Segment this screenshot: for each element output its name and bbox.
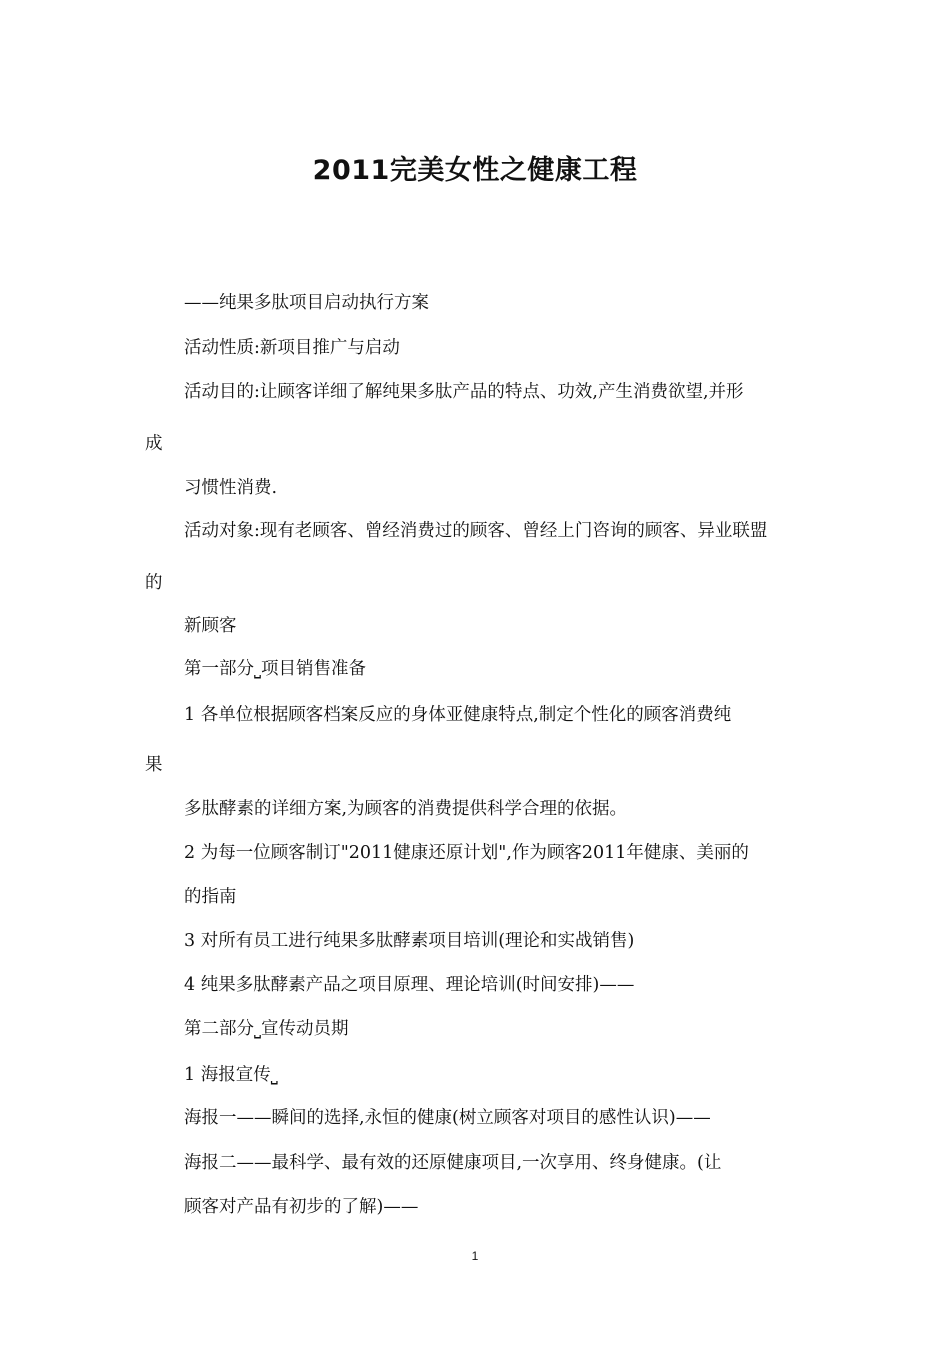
paragraph-line: 活动性质:新项目推广与启动 — [184, 338, 400, 358]
list-item: 1 各单位根据顾客档案反应的身体亚健康特点,制定个性化的顾客消费纯 — [184, 705, 732, 725]
paragraph-line: 习惯性消费. — [184, 478, 278, 498]
list-item: 1 海报宣传⎵ — [184, 1065, 278, 1085]
page-number: 1 — [471, 1249, 479, 1263]
paragraph-line: 的指南 — [184, 887, 237, 907]
paragraph-line: 多肽酵素的详细方案,为顾客的消费提供科学合理的依据。 — [184, 799, 628, 819]
document-title: 2011完美女性之健康工程 — [312, 155, 638, 186]
paragraph-line: 海报二——最科学、最有效的还原健康项目,一次享用、终身健康。(让 — [184, 1153, 722, 1173]
list-item: 4 纯果多肽酵素产品之项目原理、理论培训(时间安排)—— — [184, 975, 635, 995]
list-item: 3 对所有员工进行纯果多肽酵素项目培训(理论和实战销售) — [184, 931, 635, 951]
paragraph-line: 活动目的:让顾客详细了解纯果多肽产品的特点、功效,产生消费欲望,并形 — [184, 382, 744, 402]
list-item: 2 为每一位顾客制订"2011健康还原计划",作为顾客2011年健康、美丽的 — [184, 843, 749, 863]
paragraph-line: 新顾客 — [184, 616, 237, 636]
paragraph-line: 顾客对产品有初步的了解)—— — [184, 1197, 419, 1217]
paragraph-line: 果 — [145, 755, 163, 775]
section-heading: 第二部分⎵宣传动员期 — [184, 1019, 349, 1039]
paragraph-line: 海报一——瞬间的选择,永恒的健康(树立顾客对项目的感性认识)—— — [184, 1108, 711, 1128]
section-heading: 第一部分⎵项目销售准备 — [184, 659, 366, 679]
paragraph-line: 成 — [145, 434, 163, 454]
paragraph-line: 的 — [145, 573, 163, 593]
subtitle-line: ——纯果多肽项目启动执行方案 — [184, 293, 429, 313]
paragraph-line: 活动对象:现有老顾客、曾经消费过的顾客、曾经上门咨询的顾客、异业联盟 — [184, 521, 768, 541]
